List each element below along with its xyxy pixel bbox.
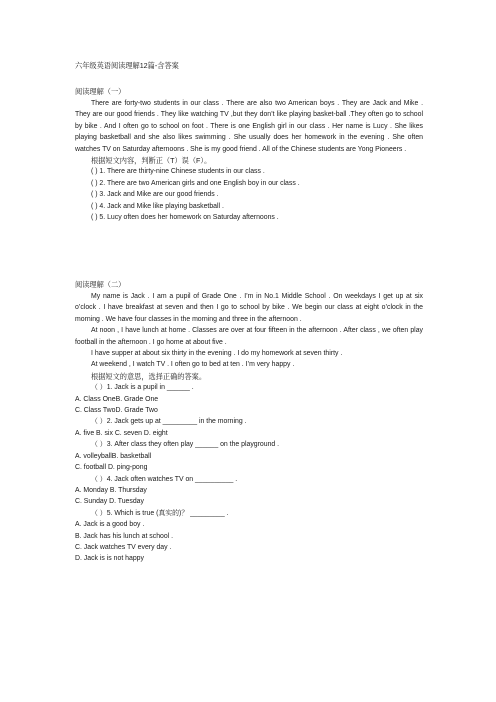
choice-question: （ ）5. Which is true (真实的)？ _________ . bbox=[91, 509, 229, 517]
true-false-question: ( ) 2. There are two American girls and one English boy in our class . bbox=[91, 179, 300, 187]
choice-option: D. Jack is is not happy bbox=[75, 555, 144, 563]
passage-line: At weekend , I watch TV . I often go to bed at ten . I’m very happy . bbox=[91, 361, 295, 369]
choice-option: A. five B. six C. seven D. eight bbox=[75, 429, 168, 437]
choice-question: （ ）1. Jack is a pupil in ______ . bbox=[91, 384, 194, 392]
true-false-question: ( ) 4. Jack and Mike like playing basketball . bbox=[91, 202, 224, 210]
choice-option: A. Monday B. Thursday bbox=[75, 486, 147, 494]
choice-option: C. Sunday D. Tuesday bbox=[75, 498, 144, 506]
question-instruction: 根据短文的意思，选择正确的答案。 bbox=[91, 371, 207, 381]
choice-option: A. Jack is a good boy . bbox=[75, 521, 145, 529]
passage-paragraph: At noon , I have lunch at home . Classes are over at four fifteen in the afternoon . After class , we often play football in the afternoon . I go home at about five . bbox=[75, 327, 423, 346]
choice-question: （ ）2. Jack gets up at _________ in the morning . bbox=[91, 418, 247, 426]
choice-option: A. Class OneB. Grade One bbox=[75, 395, 159, 403]
passage-line: I have supper at about six thirty in the evening . I do my homework at seven thirty . bbox=[91, 350, 343, 358]
true-false-question: ( ) 1. There are thirty-nine Chinese students in our class . bbox=[91, 168, 265, 176]
reading-passage-2 bbox=[75, 291, 423, 565]
choice-question: （ ）3. After class they often play ______ on the playground . bbox=[91, 441, 280, 449]
choice-option: B. Jack has his lunch at school . bbox=[75, 532, 174, 540]
choice-option: A. volleyballB. basketball bbox=[75, 452, 152, 460]
section-heading-1: 阅读理解（一） bbox=[75, 87, 126, 96]
question-instruction: 根据短文内容，判断正（T）误（F）。 bbox=[91, 156, 212, 166]
true-false-question: ( ) 3. Jack and Mike are our good friends . bbox=[91, 191, 219, 199]
true-false-question: ( ) 5. Lucy often does her homework on Saturday afternoons . bbox=[91, 214, 279, 222]
choice-option: C. Class TwoD. Grade Two bbox=[75, 407, 158, 415]
section-heading-2: 阅读理解（二） bbox=[75, 280, 126, 289]
choice-option: C. Jack watches TV every day . bbox=[75, 543, 172, 551]
choice-question: （ ）4. Jack often watches TV on __________ . bbox=[91, 475, 238, 483]
passage-paragraph: There are forty-two students in our class . There are also two American boys . They are Jack and Mike . They are our good friends . They like watching TV ,but they don’t like playing basket-ball .They often go to school by bike . And I often go to school on foot . There is one English girl in our class . Her name is Lucy . She likes playing basketball and she also likes swimming . She usually does her homework in the evening . She often watches TV on Saturday afternoons . She is my good friend . All of the Chinese students are Yong Pioneers . bbox=[75, 100, 423, 153]
choice-option: C. football D. ping-pong bbox=[75, 464, 148, 472]
document-title: 六年级英语阅读理解12篇-含答案 bbox=[75, 61, 179, 70]
multiple-choice-list bbox=[75, 382, 423, 565]
passage-paragraph: My name is Jack . I am a pupil of Grade One . I’m in No.1 Middle School . On weekdays I get up at six o’clock . I have breakfast at seven and then I go to school by bike . We begin our class at eight o’clock in the morning . We have four classes in the morning and three in the afternoon . bbox=[75, 293, 423, 323]
reading-passage-1 bbox=[75, 98, 423, 223]
